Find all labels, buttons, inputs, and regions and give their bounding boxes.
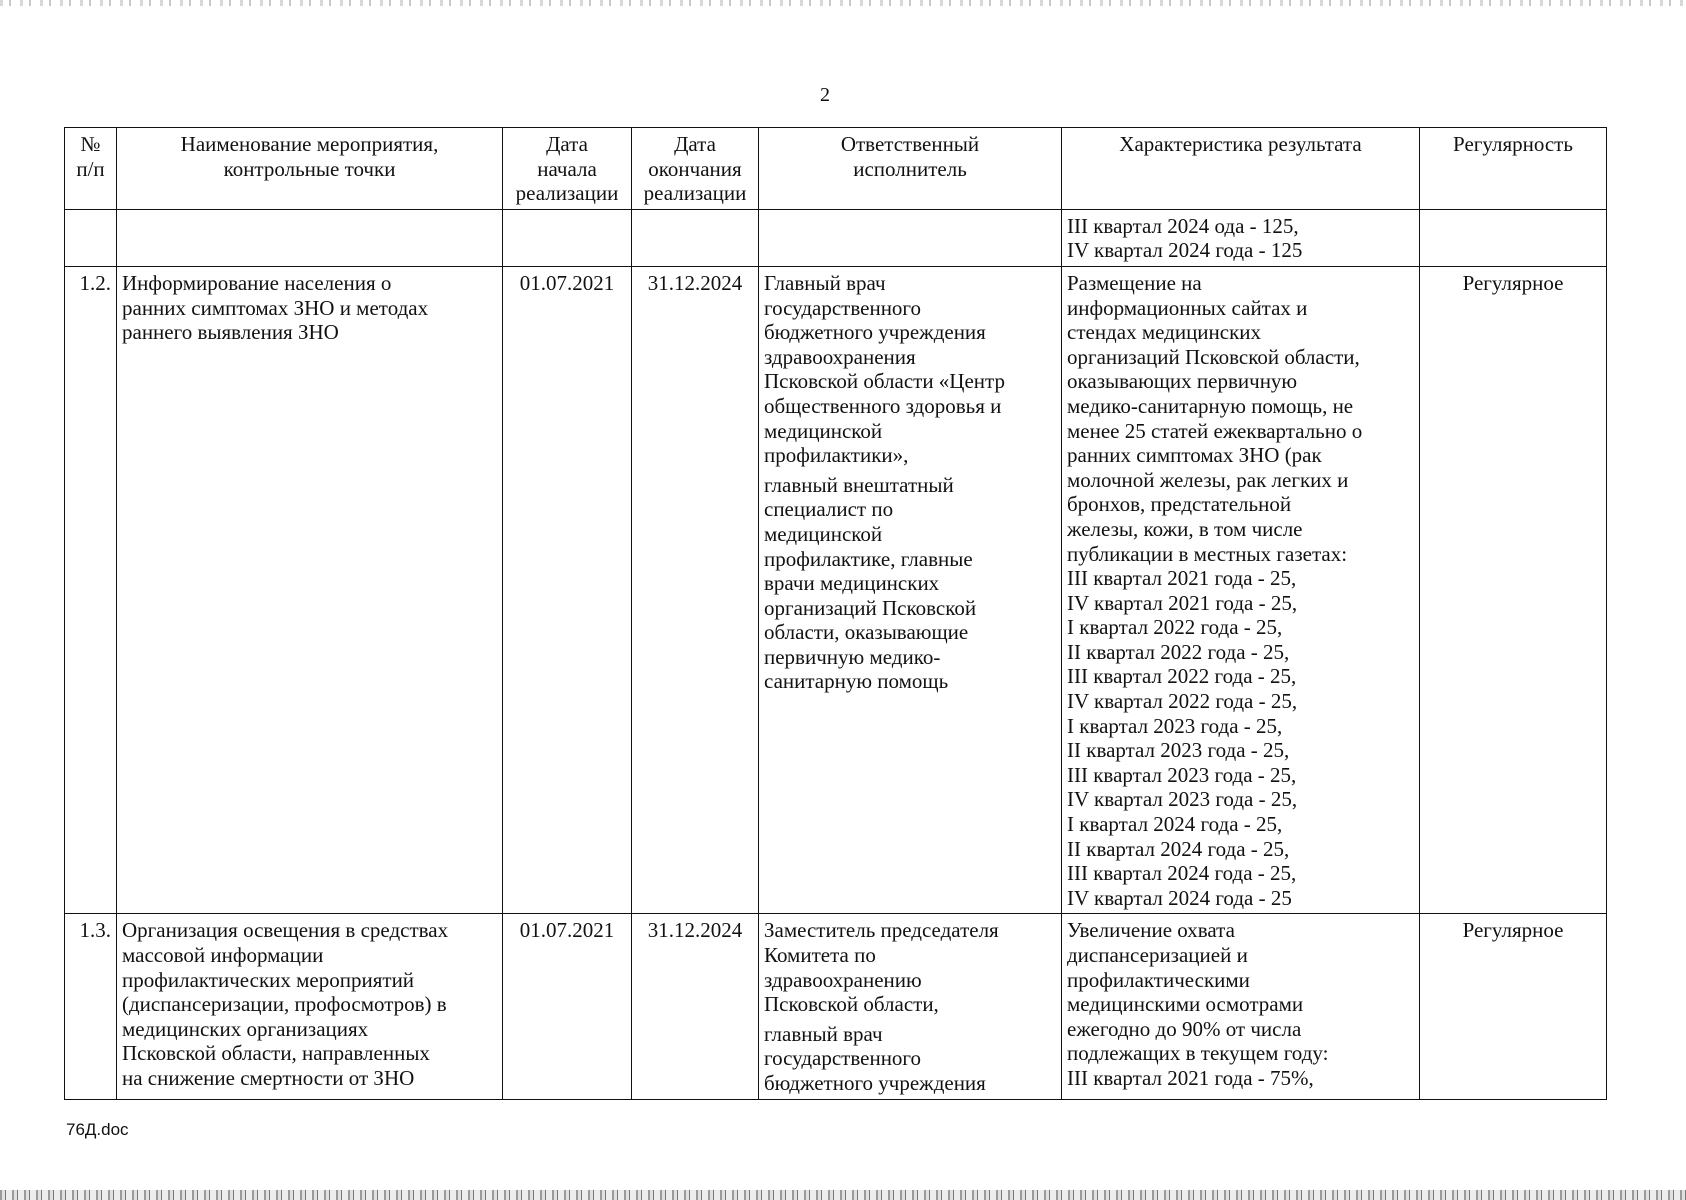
activity-name: Информирование населения о ранних симптомах ЗНО и методах раннего выявления ЗНО xyxy=(117,266,503,913)
header-result: Характеристика результата xyxy=(1062,128,1420,210)
page-number: 2 xyxy=(820,84,830,106)
result-description: III квартал 2024 ода - 125, IV квартал 2024 года - 125 xyxy=(1062,209,1420,266)
end-date: 31.12.2024 xyxy=(632,914,759,1099)
end-date xyxy=(632,209,759,266)
scan-edge-bottom xyxy=(0,1190,1686,1200)
activity-name xyxy=(117,209,503,266)
responsible-paragraph: Заместитель председателя Комитета по здравоохранению Псковской области, xyxy=(764,918,999,1017)
row-number: 1.2. xyxy=(65,266,117,913)
responsible-paragraph: Главный врач государственного бюджетного учреждения здравоохранения Псковской области «Центр общественного здоровья и медицинской профилактики», xyxy=(764,270,1005,468)
regularity xyxy=(1420,209,1607,266)
table-row xyxy=(65,209,1607,266)
start-date: 01.07.2021 xyxy=(503,914,632,1099)
header-responsible: Ответственный исполнитель xyxy=(759,128,1062,210)
responsible-executor xyxy=(759,914,1062,1099)
header-end-date: Дата окончания реализации xyxy=(632,128,759,210)
header-activity-name: Наименование мероприятия, контрольные точки xyxy=(117,128,503,210)
header-regularity: Регулярность xyxy=(1420,128,1607,210)
responsible-paragraph: главный врач государственного бюджетного учреждения xyxy=(764,1021,986,1095)
end-date: 31.12.2024 xyxy=(632,266,759,913)
result-description: Размещение на информационных сайтах и стендах медицинских организаций Псковской области, оказывающих первичную медико-санитарную помощь, не менее 25 статей ежеквартально о ранних симптомах ЗНО (рак молочной железы, рак легких и бронхов, предстательной железы, кожи, в том числе публикации в местных газетах: III квартал 2021 года - 25, IV квартал 2021 года - 25, I квартал 2022 года - 25, II квартал 2022 года - 25, III квартал 2022 года - 25, IV квартал 2022 года - 25, I квартал 2023 года - 25, II квартал 2023 года - 25, III квартал 2023 года - 25, IV квартал 2023 года - 25, I квартал 2024 года - 25, II квартал 2024 года - 25, III квартал 2024 года - 25, IV квартал 2024 года - 25 xyxy=(1062,266,1420,913)
result-description: Увеличение охвата диспансеризацией и профилактическими медицинскими осмотрами ежегодно до 90% от числа подлежащих в текущем году: III квартал 2021 года - 75%, xyxy=(1062,914,1420,1099)
table-row xyxy=(65,266,1607,913)
regularity: Регулярное xyxy=(1420,266,1607,913)
start-date xyxy=(503,209,632,266)
row-number: 1.3. xyxy=(65,914,117,1099)
footer-filename: 76Д.doc xyxy=(66,1120,129,1139)
table-header-row xyxy=(65,128,1607,210)
responsible-executor xyxy=(759,209,1062,266)
row-number xyxy=(65,209,117,266)
activity-name: Организация освещения в средствах массовой информации профилактических мероприятий (диспансеризации, профосмотров) в медицинских организациях Псковской области, направленных на снижение смертности от ЗНО xyxy=(117,914,503,1099)
header-number: № п/п xyxy=(65,128,117,210)
table-row xyxy=(65,914,1607,1099)
responsible-paragraph: главный внештатный специалист по медицинской профилактике, главные врачи медицинских организаций Псковской области, оказывающие первичную медико- санитарную помощь xyxy=(764,472,977,694)
header-start-date: Дата начала реализации xyxy=(503,128,632,210)
start-date: 01.07.2021 xyxy=(503,266,632,913)
responsible-executor xyxy=(759,266,1062,913)
action-plan-table xyxy=(64,127,1607,1100)
scan-edge-top xyxy=(0,0,1686,6)
regularity: Регулярное xyxy=(1420,914,1607,1099)
